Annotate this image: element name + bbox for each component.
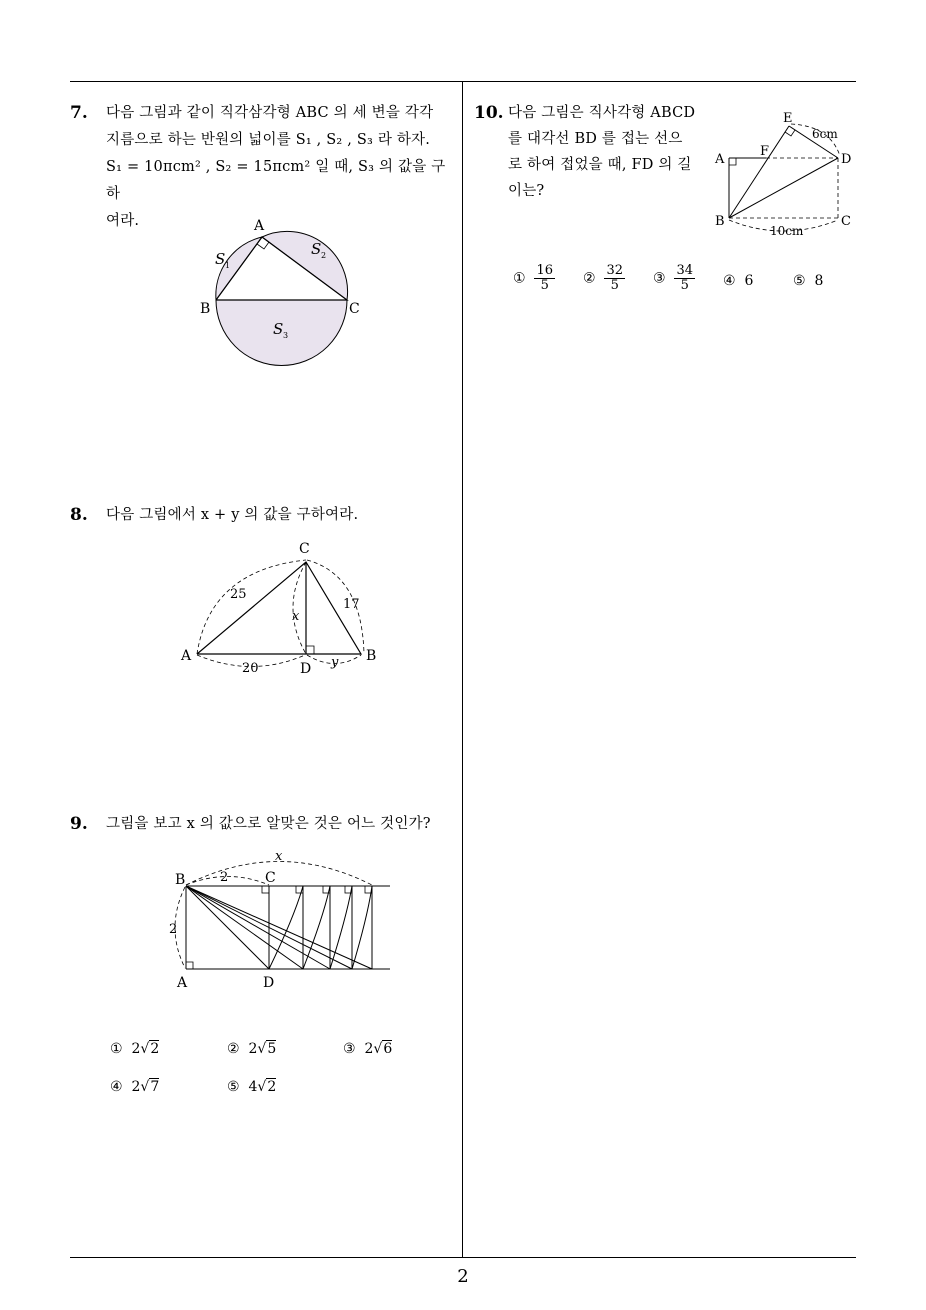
top-rule xyxy=(70,81,856,82)
q9-choice-5[interactable]: ⑤ 4√2 xyxy=(227,1079,277,1095)
column-divider xyxy=(462,82,463,1257)
label-a: A xyxy=(715,152,725,167)
label-ac: 25 xyxy=(230,587,247,602)
label-x: x xyxy=(275,849,283,864)
arc-3 xyxy=(330,886,352,969)
diagonal-3 xyxy=(186,886,330,969)
right-angle-c xyxy=(262,886,269,893)
right-angle-mark xyxy=(257,242,269,249)
question-10-line-2: 를 대각선 BD 를 접는 선으 xyxy=(508,131,683,147)
question-10-line-3: 로 하여 접었을 때, FD 의 길 xyxy=(508,157,692,173)
diagonal-2 xyxy=(186,886,303,969)
right-angle-a xyxy=(186,962,193,969)
question-9-figure xyxy=(165,848,395,993)
right-angle-mark xyxy=(306,646,314,654)
arc-x xyxy=(186,862,372,886)
label-b: B xyxy=(200,301,211,317)
right-angle-e xyxy=(785,130,795,136)
label-d: D xyxy=(841,152,852,167)
label-b: B xyxy=(175,872,186,888)
arc-cd xyxy=(293,562,306,654)
question-7-number: 7. xyxy=(70,103,88,123)
question-8-figure xyxy=(175,535,385,685)
label-d: D xyxy=(300,661,312,677)
label-c: C xyxy=(349,301,360,317)
question-7-line-3: S₁ = 10πcm² , S₂ = 15πcm² 일 때, S₃ 의 값을 구하 xyxy=(106,159,446,202)
label-ed: 6cm xyxy=(812,127,838,141)
bottom-rule xyxy=(70,1257,856,1258)
q10-choice-3[interactable]: ③ $\frac{34}{5}$ xyxy=(653,263,694,293)
label-a: A xyxy=(177,975,188,991)
semicircle-s2 xyxy=(262,231,348,300)
label-d: D xyxy=(263,975,275,991)
arc-4 xyxy=(352,886,372,969)
question-10-text xyxy=(508,100,708,204)
q10-choice-5[interactable]: ⑤ 8 xyxy=(793,273,824,289)
q10-choice-2[interactable]: ② $\frac{32}{5}$ xyxy=(583,263,624,293)
triangle-acb xyxy=(197,562,361,654)
question-10-line-1: 다음 그림은 직사각형 ABCD xyxy=(508,105,696,121)
arc-2 xyxy=(303,886,330,969)
q9-choice-3[interactable]: ③ 2√6 xyxy=(343,1041,393,1057)
question-10-number: 10. xyxy=(474,103,504,123)
side-be xyxy=(729,126,789,218)
label-s3: S xyxy=(273,320,284,338)
label-ad: 20 xyxy=(242,661,259,676)
question-10-figure xyxy=(710,108,860,240)
label-ab: 2 xyxy=(169,922,178,937)
label-c: C xyxy=(841,214,851,229)
label-e: E xyxy=(783,111,793,126)
question-10-line-4: 이는? xyxy=(508,183,545,199)
label-c: C xyxy=(299,541,310,557)
label-s1-sub: 1 xyxy=(225,261,231,270)
label-s1: S xyxy=(215,250,226,268)
question-7-figure xyxy=(190,210,370,380)
label-cd: x xyxy=(292,609,300,624)
q9-choice-2[interactable]: ② 2√5 xyxy=(227,1041,277,1057)
diagonal-1 xyxy=(186,886,269,969)
page-number: 2 xyxy=(457,1266,469,1287)
question-9-text: 그림을 보고 x 의 값으로 알맞은 것은 어느 것인가? xyxy=(106,816,431,832)
question-7-line-2: 지름으로 하는 반원의 넓이를 S₁ , S₂ , S₃ 라 하자. xyxy=(106,132,431,148)
right-angle-a xyxy=(729,158,736,165)
diagonal-5 xyxy=(186,886,372,969)
q9-choice-4[interactable]: ④ 2√7 xyxy=(110,1079,160,1095)
label-c: C xyxy=(265,870,276,886)
label-s2: S xyxy=(311,240,322,258)
q10-choice-1[interactable]: ① $\frac{16}{5}$ xyxy=(513,263,554,293)
question-8-number: 8. xyxy=(70,505,88,525)
question-7-line-4: 여라. xyxy=(106,213,140,229)
label-s2-sub: 2 xyxy=(321,251,327,260)
label-a: A xyxy=(254,218,265,234)
diagonal-bd xyxy=(729,158,838,218)
question-8-text: 다음 그림에서 x + y 의 값을 구하여라. xyxy=(106,507,359,523)
label-bc: 10cm xyxy=(770,224,804,238)
label-s3-sub: 3 xyxy=(283,331,289,340)
q9-choice-1[interactable]: ① 2√2 xyxy=(110,1041,160,1057)
label-db: y xyxy=(331,655,339,670)
label-b: B xyxy=(366,648,377,664)
label-f: F xyxy=(760,144,770,159)
label-cb: 17 xyxy=(343,597,360,612)
question-9-number: 9. xyxy=(70,814,88,834)
label-a: A xyxy=(181,648,192,664)
question-7-line-1: 다음 그림과 같이 직각삼각형 ABC 의 세 변을 각각 xyxy=(106,105,434,121)
label-bc: 2 xyxy=(220,870,229,885)
label-b: B xyxy=(715,214,725,229)
q10-choice-4[interactable]: ④ 6 xyxy=(723,273,754,289)
